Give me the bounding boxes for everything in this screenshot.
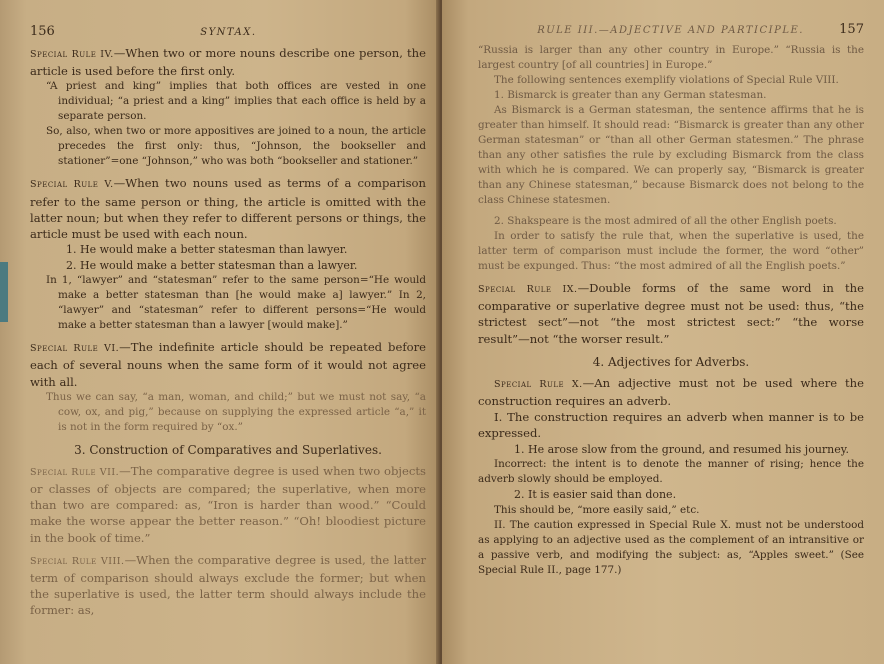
section-4-title: 4. Adjectives for Adverbs. xyxy=(592,354,750,369)
following-intro: The following sentences exemplify violations of Special Rule VIII. xyxy=(494,74,839,86)
rule-6-text: —The indefinite article should be repeated before each of several nouns when the same form of it would not agree with all. xyxy=(30,340,426,389)
rule-4 xyxy=(30,45,426,79)
bookmark-tab xyxy=(0,262,8,322)
section-3-title: 3. Construction of Comparatives and Superlatives. xyxy=(74,442,382,457)
rule-9-text: —Double forms of the same word in the comparative or superlative degree must not be used: thus, “the strictest sect”—not “the most strictest sect:” “the worse result”—not “the worser result.” xyxy=(478,281,864,346)
rule-6-label: Special Rule VI. xyxy=(30,343,120,355)
right-header xyxy=(478,22,864,37)
rule-4-example-2: So, also, when two or more appositives are joined to a noun, the article precedes the first only: thus, “Johnson, the bookseller and stationer”=one “Johnson,” who was both “bookseller and stationer.” xyxy=(46,125,426,168)
rule-5-text: —When two nouns used as terms of a comparison refer to the same person or thing, the article is omitted with the latter noun; but when they refer to different persons or things, the article must be used with each noun. xyxy=(30,176,426,242)
item-2-note: In order to satisfy the rule that, when the superlative is used, the latter term of comparison must include the former, the word “other” must be expunged. Thus: “the most admired of all the English poets.” xyxy=(478,230,864,272)
item-2: 2. Shakspeare is the most admired of all the other English poets. xyxy=(494,215,837,227)
rule-9-label: Special Rule IX. xyxy=(478,284,578,295)
example-2-note: This should be, “more easily said,” etc. xyxy=(494,503,700,516)
item-1-note: As Bismarck is a German statesman, the sentence affirms that he is greater than himself. It should read: “Bismarck is greater than any other German statesman” or “than all other German statesmen.” The phrase than any other satisfies the rule by excluding Bismarck from the class with which he is compared. We can properly say, “Bismarck is greater than any Chinese statesman,” because Bismarck does not belong to the class Chinese statesmen. xyxy=(478,104,864,206)
rule-7-text: —The comparative degree is used when two objects or classes of objects are compared; the superlative, when more than two are compared: as, “Iron is harder than wood.” “Could make the worse appear the better reason.” “Oh! bloodiest picture in the book of time.” xyxy=(30,463,426,545)
rule-5-note: In 1, “lawyer” and “statesman” refer to the same person=“He would make a better statesman than [he would make a] lawyer.” In 2, “lawyer” and “statesman” refer to different persons=“He would make a better statesman than a lawyer [would make].” xyxy=(46,274,426,332)
rule-10-label: Special Rule X. xyxy=(494,378,583,390)
point-1-example-2: 2. It is easier said than done. xyxy=(514,488,677,502)
rule-5-label: Special Rule V. xyxy=(30,179,114,191)
left-page-number: 156 xyxy=(30,24,55,39)
incorrect-note: Incorrect: the intent is to denote the manner of rising; hence the adverb slowly should be employed. xyxy=(478,458,864,486)
rule-9 xyxy=(478,280,864,347)
left-running-head: SYNTAX. xyxy=(200,27,257,38)
rule-8 xyxy=(30,552,426,619)
point-1-example-1: 1. He arose slow from the ground, and resumed his journey. xyxy=(514,442,850,456)
rule-4-label: Special Rule IV. xyxy=(30,49,114,60)
left-page xyxy=(0,0,440,664)
rule-4-text: —When two or more nouns describe one person, the article is used before the first only. xyxy=(30,46,426,79)
rule-8-text: —When the comparative degree is used, the latter term of comparison should always exclude the former; but when the superlative is used, the latter term should always include the former: as, xyxy=(30,552,426,618)
rule-10 xyxy=(478,375,864,409)
rule-10-text: —An adjective must not be used where the construction requires an adverb. xyxy=(478,375,864,409)
rule-8-label: Special Rule VIII. xyxy=(30,555,125,567)
top-example: “Russia is larger than any other country in Europe.” “Russia is the largest country [of all countries] in Europe.” xyxy=(478,44,864,71)
left-header xyxy=(30,24,426,39)
rule-4-example-1: “A priest and king” implies that both offices are vested in one individual; “a priest and a king” implies that each office is held by a separate person. xyxy=(46,80,426,123)
rule-6-note: Thus we can say, “a man, woman, and child;” but we must not say, “a cow, ox, and pig,” because on supplying the expressed article “a,” it is not in the form required by “ox.” xyxy=(46,390,426,433)
rule-5 xyxy=(30,175,426,242)
right-page-number: 157 xyxy=(839,22,864,37)
rule-5-example-2: 2. He would make a better statesman than a lawyer. xyxy=(66,258,358,272)
point-1: I. The construction requires an adverb when manner is to be expressed. xyxy=(478,410,864,441)
point-2: II. The caution expressed in Special Rule X. must not be understood as applying to an adjective used as the complement of an intransitive or a passive verb, and modifying the subject: as, “Apples sweet.” (See Special Rule II., page 177.) xyxy=(478,518,864,576)
item-1: 1. Bismarck is greater than any German statesman. xyxy=(494,89,767,101)
right-running-head: RULE III.—ADJECTIVE AND PARTICIPLE. xyxy=(537,25,804,36)
rule-6 xyxy=(30,339,426,390)
rule-5-example-1: 1. He would make a better statesman than lawyer. xyxy=(66,243,348,257)
rule-7 xyxy=(30,463,426,546)
right-page xyxy=(442,0,884,664)
rule-7-label: Special Rule VII. xyxy=(30,466,120,478)
